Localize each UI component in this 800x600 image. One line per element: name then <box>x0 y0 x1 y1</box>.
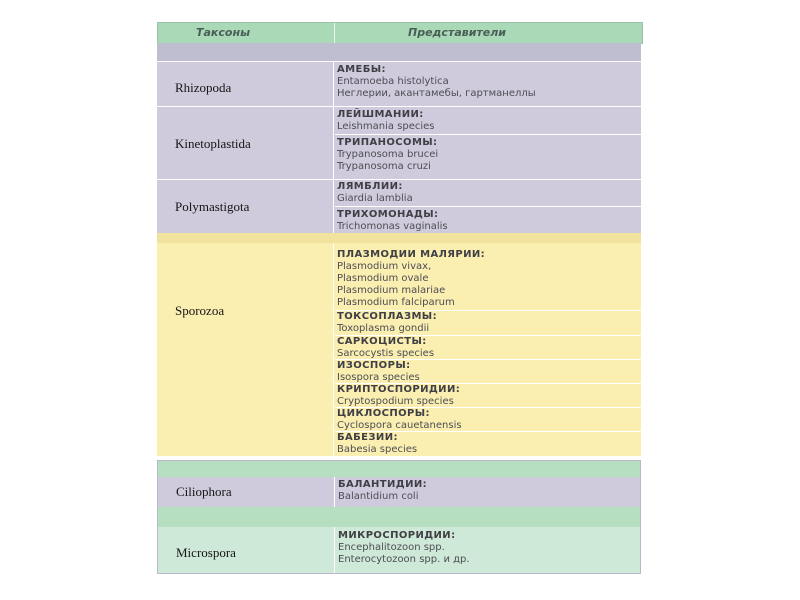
cell-sporozoa-isospora <box>337 360 633 384</box>
column-divider <box>333 61 334 233</box>
cell-sporozoa-toxoplasma <box>337 311 633 335</box>
group-name: АМЕБЫ: <box>337 64 386 75</box>
cell-kinetoplastida-trypanosoma <box>337 137 633 173</box>
group-name: ИЗОСПОРЫ: <box>337 360 411 371</box>
taxon-ciliophora: Ciliophora <box>176 484 232 499</box>
group-name: ТРИПАНОСОМЫ: <box>337 137 438 148</box>
spacer-band <box>157 43 641 61</box>
group-name: БАБЕЗИИ: <box>337 432 398 443</box>
group-name: КРИПТОСПОРИДИИ: <box>337 384 461 395</box>
species-line: Trypanosoma cruzi <box>337 161 431 172</box>
cell-polymastigota-giardia <box>337 181 633 205</box>
species-line: Trypanosoma brucei <box>337 149 439 160</box>
species-line: Giardia lamblia <box>337 193 413 204</box>
section-flagellates-amoebae <box>157 43 641 233</box>
species-line: Plasmodium ovale <box>337 273 429 284</box>
species-line: Babesia species <box>337 444 418 455</box>
group-name: САРКОЦИСТЫ: <box>337 336 427 347</box>
cell-microspora-microsporidia <box>338 530 634 566</box>
section-sporozoa <box>157 233 641 456</box>
taxon-rhizopoda: Rhizopoda <box>175 80 232 95</box>
species-line: Entamoeba histolytica <box>337 76 449 87</box>
cell-sporozoa-sarcocystis <box>337 336 633 360</box>
species-line: Isospora species <box>337 372 420 383</box>
taxon-microspora: Microspora <box>176 545 236 560</box>
group-name: ЛЕЙШМАНИИ: <box>337 109 424 120</box>
species-line: Plasmodium falciparum <box>337 297 455 308</box>
group-name: ЛЯМБЛИИ: <box>337 181 403 192</box>
species-line: Sarcocystis species <box>337 348 435 359</box>
header-divider <box>334 23 335 43</box>
cell-kinetoplastida-leishmania <box>337 109 633 133</box>
group-name: БАЛАНТИДИИ: <box>338 479 428 490</box>
species-line: Enterocytozoon spp. и др. <box>338 554 470 565</box>
species-line: Balantidium coli <box>338 491 419 502</box>
species-line: Cyclospora cauetanensis <box>337 420 462 431</box>
taxon-kinetoplastida: Kinetoplastida <box>175 136 251 151</box>
cell-polymastigota-trichomonas <box>337 209 633 233</box>
cell-sporozoa-cryptosporidium <box>337 384 633 408</box>
species-line: Plasmodium malariae <box>337 285 446 296</box>
species-line: Leishmania species <box>337 121 435 132</box>
cell-sporozoa-babesia <box>337 432 633 456</box>
group-name: ПЛАЗМОДИИ МАЛЯРИИ: <box>337 249 486 260</box>
column-divider <box>333 243 334 456</box>
group-name: ТРИХОМОНАДЫ: <box>337 209 439 220</box>
species-line: Неглерии, акантамебы, гартманеллы <box>337 88 536 99</box>
cell-sporozoa-plasmodium <box>337 249 633 309</box>
species-line: Trichomonas vaginalis <box>337 221 448 232</box>
group-name: ТОКСОПЛАЗМЫ: <box>337 311 437 322</box>
table-header <box>157 22 643 44</box>
column-header-representatives: Представители <box>408 26 507 39</box>
cell-rhizopoda <box>337 64 633 100</box>
group-name: МИКРОСПОРИДИИ: <box>338 530 456 541</box>
species-line: Plasmodium vivax, <box>337 261 432 272</box>
species-line: Toxoplasma gondii <box>337 323 430 334</box>
column-header-taxa: Таксоны <box>196 26 251 39</box>
section-ciliates-microsporidia <box>157 460 641 574</box>
group-name: ЦИКЛОСПОРЫ: <box>337 408 430 419</box>
cell-ciliophora-balantidium <box>338 479 634 503</box>
taxon-polymastigota: Polymastigota <box>175 199 250 214</box>
cell-sporozoa-cyclospora <box>337 408 633 432</box>
species-line: Encephalitozoon spp. <box>338 542 445 553</box>
species-line: Cryptospodium species <box>337 396 454 407</box>
taxon-sporozoa: Sporozoa <box>175 303 225 318</box>
